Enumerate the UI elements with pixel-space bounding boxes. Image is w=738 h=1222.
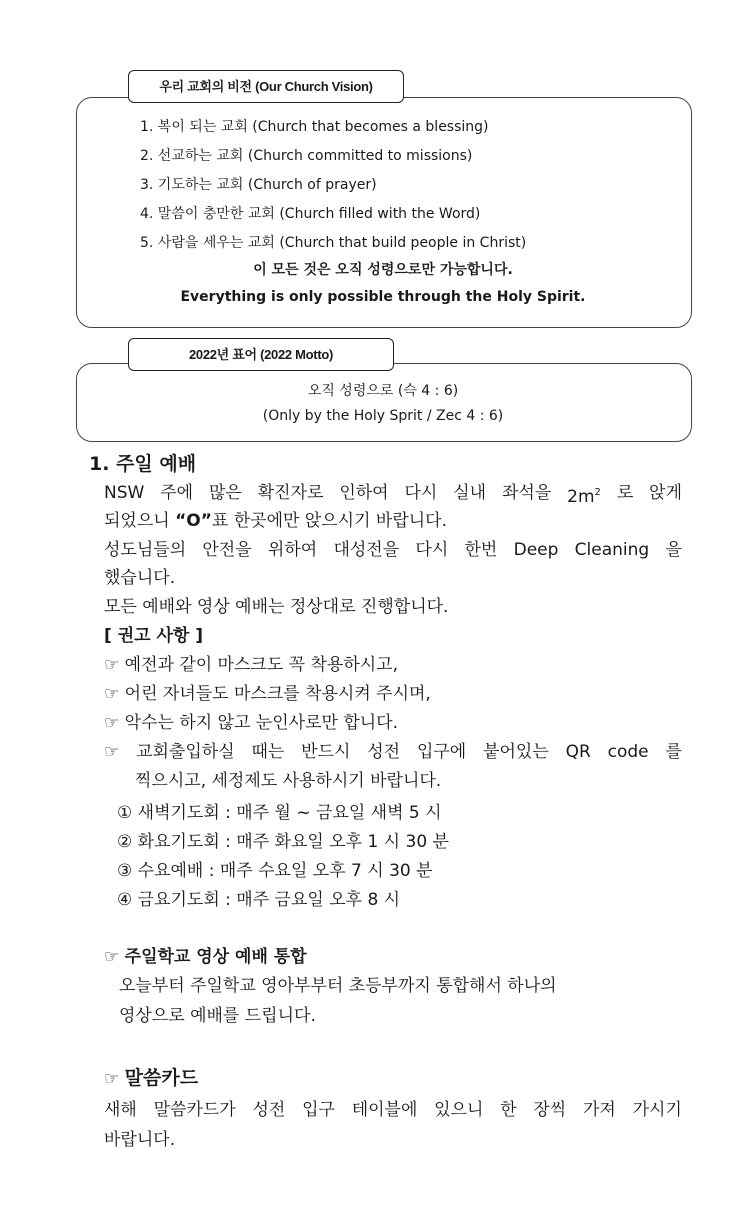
word: code — [607, 742, 649, 762]
pointing-hand-icon: ☞ — [104, 1069, 120, 1089]
word: 대성전을 — [333, 540, 400, 560]
text: 표 한곳에만 앉으시기 바랍니다. — [211, 511, 448, 531]
word: 장씩 — [533, 1100, 567, 1120]
word: 앉게 — [649, 483, 682, 503]
word: 성전 — [252, 1100, 286, 1120]
motto-box — [76, 363, 692, 442]
word: 입구 — [302, 1100, 335, 1120]
word: 붙어있는 — [483, 742, 549, 762]
word-card-line-2: 바랍니다. — [104, 1130, 176, 1150]
o-mark: “O” — [175, 511, 212, 531]
word: 다시 — [404, 483, 438, 503]
advice-item-4-continued: 찍으시고, 세정제도 사용하시기 바랍니다. — [135, 771, 442, 791]
word: 한 — [500, 1100, 517, 1120]
advice-item-3: ☞ 악수는 하지 않고 눈인사로만 합니다. — [104, 713, 398, 733]
word-card-title: 말씀카드 — [124, 1067, 199, 1089]
worship-heading: 1. 주일 예배 — [89, 453, 197, 475]
word: 로 — [616, 483, 634, 503]
word: 한번 — [464, 540, 498, 560]
sunday-school-line-1: 오늘부터 주일학교 영아부부터 초등부까지 통합해서 하나의 — [119, 976, 557, 996]
sunday-school-line-2: 영상으로 예배를 드립니다. — [119, 1006, 316, 1026]
advice-item-1: ☞ 예전과 같이 마스크도 꼭 착용하시고, — [104, 655, 398, 675]
motto-line-ko: 오직 성령으로 (슥 4 : 6) — [307, 383, 459, 399]
word: 성도님들의 — [104, 540, 187, 560]
word: 반드시 — [301, 742, 351, 762]
word: 교회출입하실 — [136, 742, 235, 762]
word: Cleaning — [574, 540, 650, 560]
motto-line-en: (Only by the Holy Sprit / Zec 4 : 6) — [262, 408, 504, 424]
word: 성전 — [367, 742, 401, 762]
vision-item-2: 2. 선교하는 교회 (Church committed to missions) — [140, 148, 473, 164]
pointing-hand-icon: ☞ — [104, 947, 120, 967]
sunday-school-heading — [104, 943, 307, 971]
vision-list — [140, 116, 526, 261]
vision-statement-en: Everything is only possible through the Holy Spirit. — [180, 289, 586, 305]
word: NSW — [104, 483, 145, 503]
word: 테이블에 — [351, 1100, 418, 1120]
word: 다시 — [415, 540, 449, 560]
word: 가시기 — [632, 1100, 682, 1120]
word: 실내 — [453, 483, 487, 503]
worship-paragraph-1-line-2 — [104, 507, 447, 535]
word: QR — [565, 742, 591, 762]
word: 을 — [665, 540, 682, 560]
vision-item-1: 1. 복이 되는 교회 (Church that becomes a blessing) — [140, 119, 489, 135]
schedule-item-2: ② 화요기도회 : 매주 화요일 오후 1 시 30 분 — [117, 832, 449, 852]
advice-title: [ 권고 사항 ] — [104, 626, 203, 646]
word: 많은 — [208, 483, 242, 503]
word: 가져 — [582, 1100, 616, 1120]
word: 위하여 — [267, 540, 318, 560]
schedule-item-3: ③ 수요예배 : 매주 수요일 오후 7 시 30 분 — [117, 861, 433, 881]
vision-statement-ko: 이 모든 것은 오직 성령으로만 가능합니다. — [253, 262, 513, 278]
word: 좌석을 — [501, 483, 552, 503]
word: ☞ — [104, 742, 120, 762]
sunday-school-title: 주일학교 영상 예배 통합 — [124, 947, 307, 967]
word: 있으니 — [434, 1100, 484, 1120]
word: 인하여 — [339, 483, 389, 503]
advice-item-2: ☞ 어린 자녀들도 마스크를 착용시켜 주시며, — [104, 684, 431, 704]
schedule-item-1: ① 새벽기도회 : 매주 월 ~ 금요일 새벽 5 시 — [117, 803, 442, 823]
worship-paragraph-2-line-2: 했습니다. — [104, 568, 176, 588]
worship-paragraph-3: 모든 예배와 영상 예배는 정상대로 진행합니다. — [104, 597, 449, 617]
word-card-line-1 — [104, 1096, 682, 1124]
vision-item-3: 3. 기도하는 교회 (Church of prayer) — [140, 177, 377, 193]
word: $2m^2$ — [567, 487, 601, 507]
motto-title-tab: 2022년 표어 (2022 Motto) — [128, 338, 394, 371]
word: 안전을 — [202, 540, 252, 560]
word: 말씀카드가 — [153, 1100, 236, 1120]
word: 입구에 — [416, 742, 467, 762]
word-card-heading — [104, 1064, 198, 1093]
superscript: 2 — [594, 487, 601, 498]
vision-title-tab: 우리 교회의 비전 (Our Church Vision) — [128, 70, 404, 103]
word: 확진자로 — [257, 483, 324, 503]
word: Deep — [513, 540, 559, 560]
advice-item-4 — [104, 738, 682, 766]
word: 를 — [665, 742, 682, 762]
schedule-item-4: ④ 금요기도회 : 매주 금요일 오후 8 시 — [117, 890, 401, 910]
word: 때는 — [251, 742, 285, 762]
text: 되었으니 — [104, 511, 176, 531]
worship-paragraph-2-line-1 — [104, 536, 682, 564]
word: 새해 — [104, 1100, 137, 1120]
word: 주에 — [160, 483, 194, 503]
vision-item-4: 4. 말씀이 충만한 교회 (Church filled with the Word) — [140, 206, 481, 222]
vision-item-5: 5. 사람을 세우는 교회 (Church that build people in Christ) — [140, 235, 527, 251]
